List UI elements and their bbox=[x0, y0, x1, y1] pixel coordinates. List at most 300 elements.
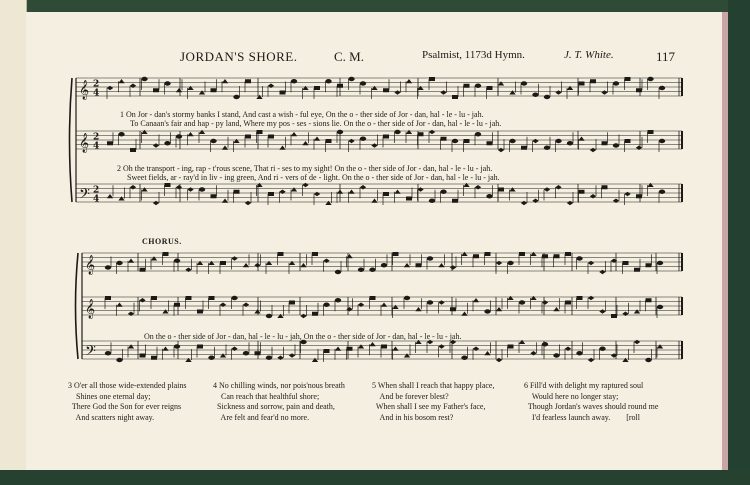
note-head bbox=[487, 141, 493, 145]
note-head bbox=[231, 296, 237, 300]
note-head bbox=[659, 190, 665, 194]
note-head bbox=[634, 309, 640, 313]
note-head bbox=[519, 252, 525, 256]
note-head bbox=[209, 296, 215, 300]
note-head bbox=[128, 311, 134, 316]
note-head bbox=[289, 261, 295, 265]
note-head bbox=[268, 192, 274, 196]
note-head bbox=[107, 141, 113, 145]
note-head bbox=[544, 95, 550, 99]
note-head bbox=[622, 358, 628, 362]
time-signature-icon: 2 bbox=[93, 132, 100, 143]
note-head bbox=[153, 201, 159, 206]
note-head bbox=[185, 267, 191, 272]
note-head bbox=[289, 353, 295, 358]
note-head bbox=[393, 252, 399, 256]
note-head bbox=[464, 139, 470, 143]
note-head bbox=[302, 141, 308, 145]
note-head bbox=[579, 82, 585, 86]
treble-clef-icon: 𝄞 bbox=[85, 299, 96, 319]
note-head bbox=[360, 81, 366, 85]
note-head bbox=[498, 188, 504, 192]
hymn-source: Psalmist, 1173d Hymn. bbox=[422, 49, 525, 61]
note-head bbox=[622, 311, 628, 316]
note-head bbox=[392, 347, 398, 351]
note-head bbox=[416, 263, 422, 267]
system-brace bbox=[76, 253, 79, 359]
note-head bbox=[371, 143, 377, 148]
note-head bbox=[576, 256, 582, 260]
note-head bbox=[107, 86, 113, 91]
note-head bbox=[266, 356, 272, 360]
note-head bbox=[590, 148, 596, 153]
verse-text: 4 No chilling winds, nor pois'nous breath Can reach that healthful shore; Sickness and sorrow, pain and death, Are felt and fear'd no more. bbox=[213, 381, 345, 422]
note-head bbox=[381, 263, 387, 267]
note-head bbox=[613, 81, 619, 85]
note-head bbox=[647, 183, 653, 187]
note-head bbox=[277, 314, 283, 318]
verse-text: 3 O'er all those wide-extended plains Shines one eternal day; There God the Son for ever reigns And scatters night away. bbox=[68, 381, 187, 422]
note-head bbox=[530, 296, 536, 300]
note-head bbox=[323, 303, 329, 307]
note-head bbox=[335, 270, 341, 274]
note-head bbox=[199, 187, 205, 191]
note-head bbox=[279, 146, 285, 150]
note-head bbox=[464, 84, 470, 88]
time-signature-icon: 2 bbox=[93, 185, 100, 196]
note-head bbox=[141, 130, 147, 134]
note-head bbox=[487, 86, 493, 90]
note-head bbox=[176, 88, 182, 92]
note-head bbox=[337, 190, 343, 194]
note-head bbox=[599, 270, 605, 275]
note-head bbox=[406, 197, 412, 201]
note-head bbox=[463, 183, 469, 187]
note-head bbox=[174, 303, 180, 307]
note-head bbox=[174, 344, 180, 348]
note-head bbox=[567, 201, 573, 206]
note-head bbox=[130, 185, 136, 190]
note-head bbox=[613, 143, 619, 147]
note-head bbox=[255, 351, 261, 355]
note-head bbox=[565, 252, 571, 256]
note-head bbox=[509, 187, 515, 191]
note-head bbox=[599, 347, 605, 351]
note-head bbox=[554, 254, 560, 258]
note-head bbox=[231, 256, 237, 261]
note-head bbox=[599, 309, 605, 314]
note-head bbox=[602, 185, 608, 189]
note-head bbox=[116, 358, 122, 362]
note-head bbox=[118, 132, 124, 136]
note-head bbox=[128, 344, 134, 348]
note-head bbox=[118, 196, 124, 200]
note-head bbox=[164, 81, 170, 85]
note-head bbox=[530, 351, 536, 356]
note-head bbox=[440, 90, 446, 95]
note-head bbox=[509, 139, 515, 143]
note-head bbox=[139, 298, 145, 303]
note-head bbox=[429, 199, 435, 203]
hymn-composer: J. T. White. bbox=[564, 49, 614, 61]
note-head bbox=[371, 86, 377, 90]
lyric-line: Sweet fields, ar - ray'd in liv - ing green, And ri - vers of de - light. On the o - ther side of Jor - dan, hal - le - lu - jah. bbox=[127, 173, 500, 182]
note-head bbox=[312, 252, 318, 256]
note-head bbox=[220, 353, 226, 357]
note-head bbox=[291, 187, 297, 191]
note-head bbox=[624, 192, 630, 197]
note-head bbox=[473, 254, 479, 258]
note-head bbox=[371, 199, 377, 203]
note-head bbox=[588, 296, 594, 301]
note-head bbox=[519, 300, 525, 304]
lyric-line: 2 Oh the transport - ing, rap - t'rous scene, That ri - ses to my sight! On the o - ther side of Jor - dan, hal - le - lu - jah. bbox=[117, 164, 493, 173]
note-head bbox=[197, 345, 203, 349]
note-head bbox=[404, 353, 410, 357]
note-head bbox=[475, 84, 481, 88]
note-head bbox=[657, 261, 663, 265]
note-head bbox=[427, 300, 433, 304]
note-head bbox=[404, 296, 410, 300]
note-head bbox=[588, 261, 594, 266]
note-head bbox=[140, 354, 146, 358]
note-head bbox=[613, 198, 619, 203]
note-head bbox=[394, 130, 400, 134]
note-head bbox=[452, 139, 458, 143]
note-head bbox=[302, 86, 308, 90]
note-head bbox=[485, 252, 491, 256]
note-head bbox=[346, 254, 352, 258]
note-head bbox=[105, 351, 111, 355]
note-head bbox=[427, 256, 433, 260]
note-head bbox=[234, 190, 240, 194]
note-head bbox=[128, 259, 134, 263]
note-head bbox=[197, 310, 203, 314]
note-head bbox=[369, 268, 375, 272]
lyric-line: To Canaan's fair and hap - py land, Where my pos - ses - sions lie. On the o - ther side of Jor - dan, hal - le - lu - jah. bbox=[130, 119, 502, 128]
note-head bbox=[657, 344, 663, 348]
note-head bbox=[325, 79, 331, 83]
note-head bbox=[567, 141, 573, 145]
note-head bbox=[507, 261, 513, 265]
note-head bbox=[256, 95, 262, 99]
bass-clef-icon: 𝄢 bbox=[85, 343, 96, 363]
note-head bbox=[634, 268, 640, 272]
note-head bbox=[337, 130, 343, 134]
note-head bbox=[602, 141, 608, 145]
note-head bbox=[186, 296, 192, 300]
note-head bbox=[567, 86, 573, 90]
note-head bbox=[280, 91, 286, 95]
note-head bbox=[532, 139, 538, 144]
note-head bbox=[648, 130, 654, 134]
note-head bbox=[369, 342, 375, 346]
note-head bbox=[335, 298, 341, 302]
note-head bbox=[208, 261, 214, 265]
note-head bbox=[450, 265, 456, 270]
note-head bbox=[233, 95, 239, 99]
note-head bbox=[358, 268, 364, 272]
note-head bbox=[429, 77, 435, 81]
note-head bbox=[496, 307, 502, 311]
note-head bbox=[657, 305, 663, 309]
note-head bbox=[508, 345, 514, 349]
note-head bbox=[370, 296, 376, 300]
note-head bbox=[484, 309, 490, 313]
note-head bbox=[450, 307, 456, 311]
note-head bbox=[277, 355, 283, 360]
note-head bbox=[187, 187, 193, 192]
note-head bbox=[314, 137, 320, 141]
note-head bbox=[565, 301, 571, 305]
note-head bbox=[289, 301, 295, 305]
note-head bbox=[130, 148, 136, 152]
note-head bbox=[588, 358, 594, 363]
treble-clef-icon: 𝄞 bbox=[79, 133, 90, 153]
note-head bbox=[314, 192, 320, 197]
note-head bbox=[636, 194, 642, 198]
note-head bbox=[324, 349, 330, 353]
note-head bbox=[346, 307, 352, 312]
note-head bbox=[521, 146, 527, 150]
note-head bbox=[254, 263, 260, 268]
note-head bbox=[553, 353, 559, 357]
verse-text: 5 When shall I reach that happy place, And be forever blest? When shall I see my Father's face, And in his bosom rest? bbox=[372, 381, 495, 422]
note-head bbox=[590, 79, 596, 83]
note-head bbox=[625, 77, 631, 81]
note-head bbox=[358, 302, 364, 307]
note-head bbox=[441, 137, 447, 141]
note-head bbox=[245, 201, 251, 206]
note-head bbox=[394, 190, 400, 194]
note-head bbox=[360, 185, 366, 190]
note-head bbox=[577, 296, 583, 300]
note-head bbox=[381, 345, 387, 349]
note-head bbox=[162, 347, 168, 351]
note-head bbox=[475, 132, 481, 136]
note-head bbox=[360, 137, 366, 141]
note-head bbox=[452, 199, 458, 203]
note-head bbox=[174, 259, 180, 263]
note-head bbox=[521, 201, 527, 206]
note-head bbox=[625, 139, 631, 143]
note-head bbox=[406, 130, 412, 134]
note-head bbox=[220, 261, 226, 265]
note-head bbox=[266, 314, 272, 318]
note-head bbox=[565, 346, 571, 351]
note-head bbox=[646, 263, 652, 267]
time-signature-icon: 4 bbox=[93, 141, 100, 152]
note-head bbox=[243, 302, 249, 307]
note-head bbox=[486, 194, 492, 198]
note-head bbox=[197, 261, 203, 265]
note-head bbox=[302, 183, 308, 188]
note-head bbox=[153, 143, 159, 148]
note-head bbox=[438, 300, 444, 305]
note-head bbox=[291, 79, 297, 83]
note-head bbox=[254, 309, 260, 313]
note-head bbox=[394, 90, 400, 95]
time-signature-icon: 4 bbox=[93, 88, 100, 99]
note-head bbox=[440, 190, 446, 194]
note-head bbox=[187, 132, 193, 136]
note-head bbox=[210, 139, 216, 143]
note-head bbox=[659, 86, 665, 90]
note-head bbox=[268, 135, 274, 139]
note-head bbox=[199, 130, 205, 134]
lyric-line: On the o - ther side of Jor - dan, hal - le - lu - jah, On the o - ther side of Jor - dan, hal - le - lu - jah. bbox=[144, 332, 462, 341]
note-head bbox=[222, 199, 228, 203]
note-head bbox=[222, 79, 228, 83]
note-head bbox=[383, 192, 389, 196]
note-head bbox=[578, 137, 584, 141]
note-head bbox=[461, 356, 467, 360]
note-head bbox=[279, 189, 285, 194]
note-head bbox=[601, 90, 607, 95]
note-head bbox=[130, 83, 136, 88]
note-head bbox=[245, 79, 251, 83]
note-head bbox=[278, 252, 284, 256]
note-head bbox=[185, 358, 191, 362]
hymn-meter: C. M. bbox=[334, 49, 364, 64]
note-head bbox=[553, 307, 559, 311]
note-head bbox=[473, 346, 479, 351]
note-head bbox=[392, 305, 398, 309]
note-head bbox=[623, 261, 629, 265]
note-head bbox=[579, 190, 585, 194]
note-head bbox=[187, 86, 193, 90]
note-head bbox=[231, 346, 237, 351]
note-head bbox=[636, 145, 642, 150]
note-head bbox=[300, 314, 306, 319]
note-head bbox=[415, 307, 421, 311]
note-head bbox=[542, 342, 548, 346]
note-head bbox=[406, 79, 412, 83]
note-head bbox=[532, 93, 538, 97]
note-head bbox=[348, 190, 354, 194]
verse-text: 6 Fill'd with delight my raptured soul Would here no longer stay; Though Jordan's waves should round me I'd fearless launch away. [roll bbox=[524, 381, 659, 422]
note-head bbox=[507, 296, 513, 300]
note-head bbox=[452, 95, 458, 99]
note-head bbox=[165, 183, 171, 187]
note-head bbox=[521, 81, 527, 85]
note-head bbox=[348, 139, 354, 144]
note-head bbox=[555, 139, 561, 143]
treble-clef-icon: 𝄞 bbox=[85, 255, 96, 275]
note-head bbox=[116, 261, 122, 265]
hymn-title: JORDAN'S SHORE. bbox=[180, 49, 298, 64]
note-head bbox=[107, 194, 113, 198]
note-head bbox=[576, 351, 582, 355]
note-head bbox=[312, 358, 318, 362]
note-head bbox=[105, 296, 111, 300]
note-head bbox=[496, 358, 502, 363]
note-head bbox=[164, 141, 170, 145]
note-head bbox=[438, 344, 444, 349]
note-head bbox=[163, 252, 169, 256]
note-head bbox=[544, 187, 550, 192]
note-head bbox=[116, 303, 122, 307]
note-head bbox=[176, 185, 182, 190]
note-head bbox=[245, 135, 251, 139]
note-head bbox=[498, 148, 504, 153]
note-head bbox=[646, 298, 652, 302]
note-head bbox=[383, 88, 389, 92]
system-brace bbox=[70, 78, 73, 202]
note-head bbox=[314, 86, 320, 90]
note-head bbox=[659, 139, 665, 143]
note-head bbox=[151, 356, 157, 360]
note-head bbox=[291, 132, 297, 136]
note-head bbox=[418, 132, 424, 136]
note-head bbox=[325, 201, 331, 205]
note-head bbox=[383, 135, 389, 139]
note-head bbox=[404, 263, 410, 267]
note-head bbox=[118, 79, 124, 83]
bass-clef-icon: 𝄢 bbox=[79, 186, 90, 206]
note-head bbox=[461, 312, 467, 316]
note-head bbox=[162, 309, 168, 313]
note-head bbox=[590, 194, 596, 199]
note-head bbox=[243, 263, 249, 267]
note-head bbox=[153, 88, 159, 92]
note-head bbox=[222, 146, 228, 150]
time-signature-icon: 2 bbox=[93, 79, 100, 90]
note-head bbox=[312, 312, 318, 316]
note-head bbox=[326, 139, 332, 143]
note-head bbox=[140, 268, 146, 272]
note-head bbox=[645, 358, 651, 362]
note-head bbox=[233, 139, 239, 143]
treble-clef-icon: 𝄞 bbox=[79, 80, 90, 100]
note-head bbox=[347, 347, 353, 351]
note-head bbox=[555, 185, 561, 190]
note-head bbox=[141, 77, 147, 81]
note-head bbox=[429, 130, 435, 135]
note-head bbox=[323, 258, 329, 263]
note-head bbox=[300, 263, 306, 267]
note-head bbox=[473, 298, 479, 302]
note-head bbox=[498, 81, 504, 85]
note-head bbox=[542, 254, 548, 258]
note-head bbox=[211, 194, 217, 198]
note-head bbox=[611, 314, 617, 318]
note-head bbox=[484, 351, 490, 355]
note-head bbox=[151, 296, 157, 300]
note-head bbox=[530, 252, 536, 256]
note-head bbox=[151, 256, 157, 260]
chorus-label: CHORUS. bbox=[142, 237, 182, 246]
note-head bbox=[335, 347, 341, 351]
note-head bbox=[348, 77, 354, 81]
note-head bbox=[208, 356, 214, 360]
note-head bbox=[475, 185, 481, 190]
time-signature-icon: 4 bbox=[93, 194, 100, 205]
note-head bbox=[496, 261, 502, 266]
note-head bbox=[647, 77, 653, 81]
page-number: 117 bbox=[656, 49, 676, 64]
note-head bbox=[211, 88, 217, 92]
note-head bbox=[176, 134, 182, 138]
note-head bbox=[555, 90, 561, 95]
note-head bbox=[461, 252, 467, 256]
note-head bbox=[438, 263, 444, 267]
note-head bbox=[256, 183, 262, 187]
note-head bbox=[105, 265, 111, 269]
note-head bbox=[266, 261, 272, 265]
note-head bbox=[220, 302, 226, 307]
note-head bbox=[358, 344, 364, 348]
